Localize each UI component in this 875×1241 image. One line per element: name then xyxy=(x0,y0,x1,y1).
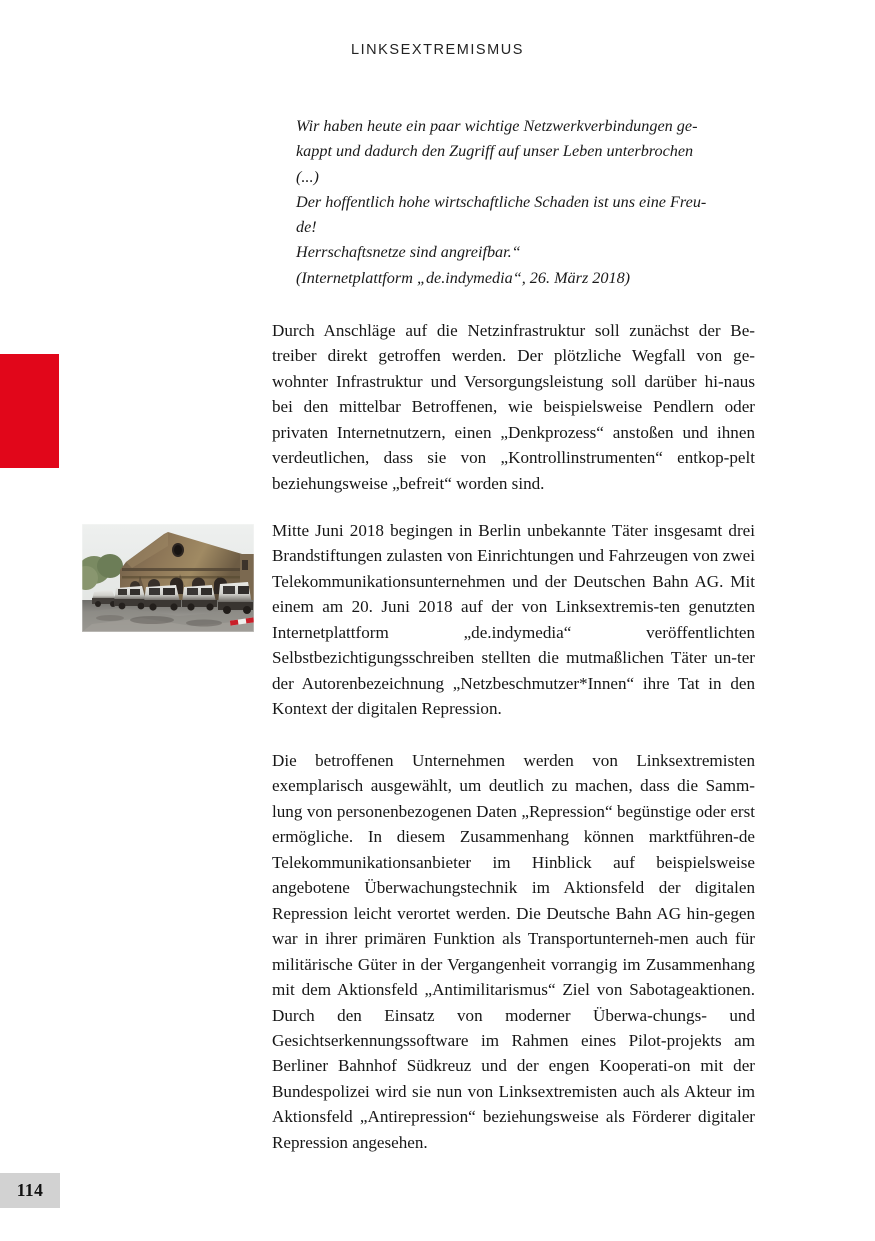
blockquote-line: kappt und dadurch den Zugriff auf unser Leben unterbrochen xyxy=(296,142,694,161)
running-head: LINKSEXTREMISMUS xyxy=(350,42,525,58)
photo-artwork xyxy=(82,524,254,632)
burned-vehicles-photo xyxy=(82,524,254,632)
blockquote-source: (Internetplattform „de.indymedia“, 26. März 2018) xyxy=(296,268,631,287)
page-number-box xyxy=(0,1173,60,1208)
blockquote xyxy=(296,114,756,291)
body-paragraph-1: Durch Anschläge auf die Netzinfrastruktur soll zunächst der Be-treiber direkt getroffen werden. Der plötzliche Wegfall von ge-wohnter Infrastruktur und Versorgungsleistung soll darüber hi-naus bei den mittelbar Betroffenen, wie beispielsweise Pendlern oder privaten Internetnutzern, einen „Denkprozess“ anstoßen und ihnen verdeutlichen, dass sie von „Kontrollinstrumenten“ entkop-pelt beziehungsweise „befreit“ worden sind. xyxy=(272,321,755,493)
body-paragraph-3: Die betroffenen Unternehmen werden von Linksextremisten exemplarisch ausgewählt, um deutlich zu machen, dass die Samm-lung von personenbezogenen Daten „Repression“ begünstige oder erst ermögliche. In diesem Zusammenhang können marktführen-de Telekommunikationsanbieter im Hinblick auf beispielsweise angebotene Überwachungstechnik im Aktionsfeld der digitalen Repression leicht verortet werden. Die Deutsche Bahn AG hin-gegen war in ihrer primären Funktion als Transportunterneh-men auch für militärische Güter in der Vergangenheit vorrangig im Zusammenhang mit dem Aktionsfeld „Antimilitarismus“ Ziel von Sabotageaktionen. Durch den Einsatz von moderner Überwa-chungs- und Gesichtserkennungssoftware im Rahmen eines Pilot-projekts am Berliner Bahnhof Südkreuz und der engen Kooperati-on mit der Bundespolizei wird sie nun von Linksextremisten auch als Akteur im Aktionsfeld „Antirepression“ beziehungsweise als Förderer digitaler Repression angesehen. xyxy=(272,751,755,1152)
blockquote-line: Wir haben heute ein paar wichtige Netzwerkverbindungen ge- xyxy=(296,117,698,135)
blockquote-line: de! xyxy=(296,218,317,237)
chapter-color-tab xyxy=(0,354,59,468)
blockquote-line: Der hoffentlich hohe wirtschaftliche Schaden ist uns eine Freu- xyxy=(296,192,707,211)
blockquote-line: Herrschaftsnetze sind angreifbar.“ xyxy=(296,243,521,262)
body-paragraph-2: Mitte Juni 2018 begingen in Berlin unbekannte Täter insgesamt drei Brandstiftungen zulasten von Einrichtungen und Fahrzeugen von zwei Telekommunikationsunternehmen und der Deutschen Bahn AG. Mit einem am 20. Juni 2018 auf der von Linksextremis-ten genutzten Internetplattform „de.indymedia“ veröffentlichten Selbstbezichtigungsschreiben stellten die mutmaßlichen Täter un-ter der Autorenbezeichnung „Netzbeschmutzer*Innen“ ihre Tat in den Kontext der digitalen Repression. xyxy=(272,521,755,719)
blockquote-line: (...) xyxy=(296,167,319,186)
page-number: 114 xyxy=(16,1180,44,1200)
